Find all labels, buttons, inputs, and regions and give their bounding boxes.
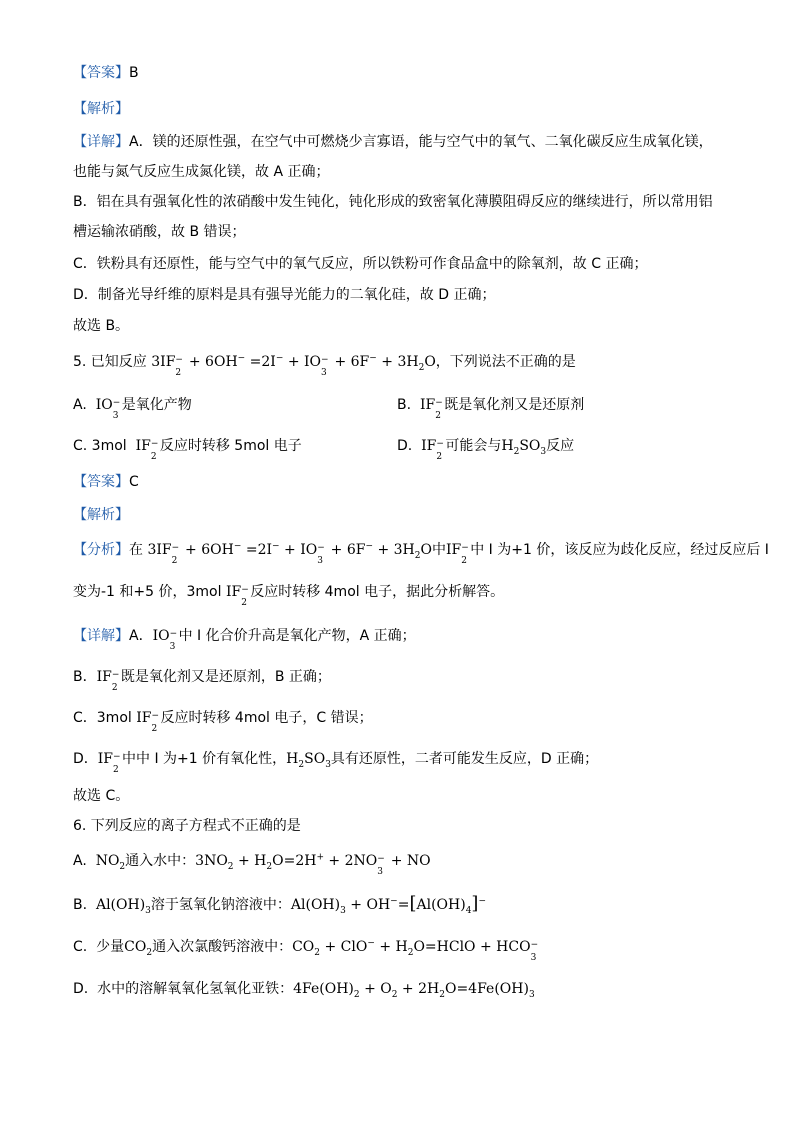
q4-answer-line <box>73 63 139 83</box>
q6-option-d <box>73 979 535 999</box>
q5-option-a <box>73 395 192 421</box>
option-text: 溶于氢氧化钠溶液中： <box>150 897 291 913</box>
option-text: 通入水中： <box>125 853 196 869</box>
formula-if2: IF − 2 <box>419 397 443 421</box>
q5-stem-suffix: ，下列说法不正确的是 <box>435 354 576 370</box>
detail-text: 中中 I 为+1 价有氧化性， <box>122 751 287 767</box>
q5-analysis-tag: 【解析】 <box>73 507 129 523</box>
formula-if2: IF − 2 <box>421 438 444 462</box>
option-label: D. <box>73 981 89 997</box>
q6-option-c <box>73 937 540 963</box>
q5-option-d <box>397 436 575 462</box>
detail-text: D． <box>73 751 98 767</box>
answer-value: B <box>129 65 139 81</box>
detail-tag: 【详解】 <box>73 628 129 644</box>
option-label: B. <box>73 897 88 913</box>
formula-if2: IF − 2 <box>225 584 249 608</box>
option-text: 反应时转移 5mol 电子 <box>159 438 302 454</box>
q5-conclusion: 故选 C。 <box>73 788 130 804</box>
fenxi-text: 中 <box>431 542 446 558</box>
formula-co2: $CO_2$ <box>124 939 153 958</box>
q4-b-line1: B．铝在具有强氧化性的浓硝酸中发生钝化，钝化形成的致密氧化薄膜阻碍反应的继续进行，所以常用铝 <box>73 194 713 210</box>
formula-io3: IO − 3 <box>152 628 178 652</box>
formula-if2: IF − 2 <box>445 542 469 566</box>
formula-aloh3: $Al(OH)_3$ <box>95 897 151 916</box>
formula-no2: $NO_2$ <box>95 853 126 872</box>
option-text: 是氧化产物 <box>121 397 192 413</box>
answer-value: C <box>129 474 139 490</box>
fenxi-text: 在 <box>129 542 143 558</box>
q4-detail-line1 <box>73 132 713 152</box>
equation-d: $4Fe(OH)_2 + O_2 + 2H_2O=4Fe(OH)_3$ <box>293 981 535 1000</box>
q4-analysis-tag: 【解析】 <box>73 101 129 117</box>
detail-text: 中 I 化合价升高是氧化产物，A 正确； <box>178 628 416 644</box>
q4-detail-line2: 也能与氮气反应生成氮化镁，故 A 正确； <box>73 164 330 180</box>
q5-detail-a <box>73 626 416 652</box>
detail-text: A．镁的还原性强，在空气中可燃烧少言寡语，能与空气中的氧气、二氧化碳反应生成氧化镁， <box>129 134 713 150</box>
q6-option-a <box>73 851 431 877</box>
q5-option-b <box>397 395 585 421</box>
q4-b-line2: 槽运输浓硝酸，故 B 错误； <box>73 224 246 240</box>
detail-text: 既是氧化剂又是还原剂，B 正确； <box>120 669 331 685</box>
equation-b: $Al(OH)_3 + OH^-=[Al(OH)_4]^-$ <box>290 893 486 916</box>
option-label: A. <box>73 853 87 869</box>
q5-stem <box>73 352 576 378</box>
q6-option-b <box>73 894 486 915</box>
detail-text: 反应时转移 4mol 电子，C 错误； <box>160 710 373 726</box>
equation-c: $CO_2 + ClO^-$ + $H_2O=HClO$ + HCO − 3 <box>292 938 539 963</box>
option-label: C. 3mol <box>73 438 127 454</box>
q4-conclusion: 故选 B。 <box>73 318 130 334</box>
fenxi-text: 变为-1 和+5 价，3mol <box>73 584 222 600</box>
option-text: 反应 <box>546 438 575 454</box>
q5-option-c <box>73 436 302 462</box>
option-label: C. <box>73 939 88 955</box>
q5-answer-line <box>73 472 139 492</box>
q5-fenxi-line2 <box>73 582 505 608</box>
detail-text: C．3mol <box>73 710 132 726</box>
fenxi-tag: 【分析】 <box>73 542 129 558</box>
equation-a: $3NO_2 + H_2O=2H^+ + 2NO$ − 3 + NO <box>195 852 431 877</box>
option-label: B. <box>397 397 412 413</box>
option-text: 可能会与 <box>445 438 502 454</box>
option-label: A. <box>73 397 87 413</box>
option-text: 水中的溶解氧氧化氢氧化亚铁： <box>97 981 294 997</box>
formula-h2so3: $H_2SO_3$ <box>286 751 331 770</box>
option-text: 既是氧化剂又是还原剂 <box>444 397 585 413</box>
detail-text: B． <box>73 669 97 685</box>
q6-stem: 6. 下列反应的离子方程式不正确的是 <box>73 818 301 834</box>
q4-c-line: C．铁粉具有还原性，能与空气中的氧气反应，所以铁粉可作食品盒中的除氧剂，故 C 正确； <box>73 256 648 272</box>
detail-text: A． <box>129 628 153 644</box>
formula-if2: IF − 2 <box>136 710 160 734</box>
formula-io3: IO − 3 <box>95 397 121 421</box>
q5-equation: 3IF − 2 + 6OH− =2I− + IO − 3 + $6F^- + 3H_2O$ <box>151 353 436 378</box>
answer-tag: 【答案】 <box>73 65 129 81</box>
q4-d-line: D．制备光导纤维的原料是具有强导光能力的二氧化硅，故 D 正确； <box>73 287 496 303</box>
q5-detail-d <box>73 749 599 775</box>
q5-fenxi-line1 <box>73 540 769 566</box>
q5-detail-b <box>73 667 331 693</box>
option-label: D. <box>397 438 413 454</box>
q5-detail-c <box>73 708 373 734</box>
formula-if2: IF − 2 <box>96 669 120 693</box>
detail-tag: 【详解】 <box>73 134 129 150</box>
answer-tag: 【答案】 <box>73 474 129 490</box>
q5-equation-ref: 3IF − 2 + 6OH− =2I− + IO − 3 + $6F^- + 3H_2O$ <box>147 541 432 566</box>
detail-text: 具有还原性，二者可能发生反应，D 正确； <box>330 751 599 767</box>
formula-h2so3: $H_2SO_3$ <box>501 438 547 457</box>
fenxi-text: 反应时转移 4mol 电子，据此分析解答。 <box>250 584 505 600</box>
option-text: 少量 <box>96 939 125 955</box>
fenxi-text: 中 I 为+1 价，该反应为歧化反应，经过反应后 I <box>470 542 769 558</box>
formula-if2: IF − 2 <box>97 751 121 775</box>
formula-if2: IF − 2 <box>135 438 159 462</box>
option-text: 通入次氯酸钙溶液中： <box>152 939 293 955</box>
q5-stem-prefix: 5. 已知反应 <box>73 354 147 370</box>
